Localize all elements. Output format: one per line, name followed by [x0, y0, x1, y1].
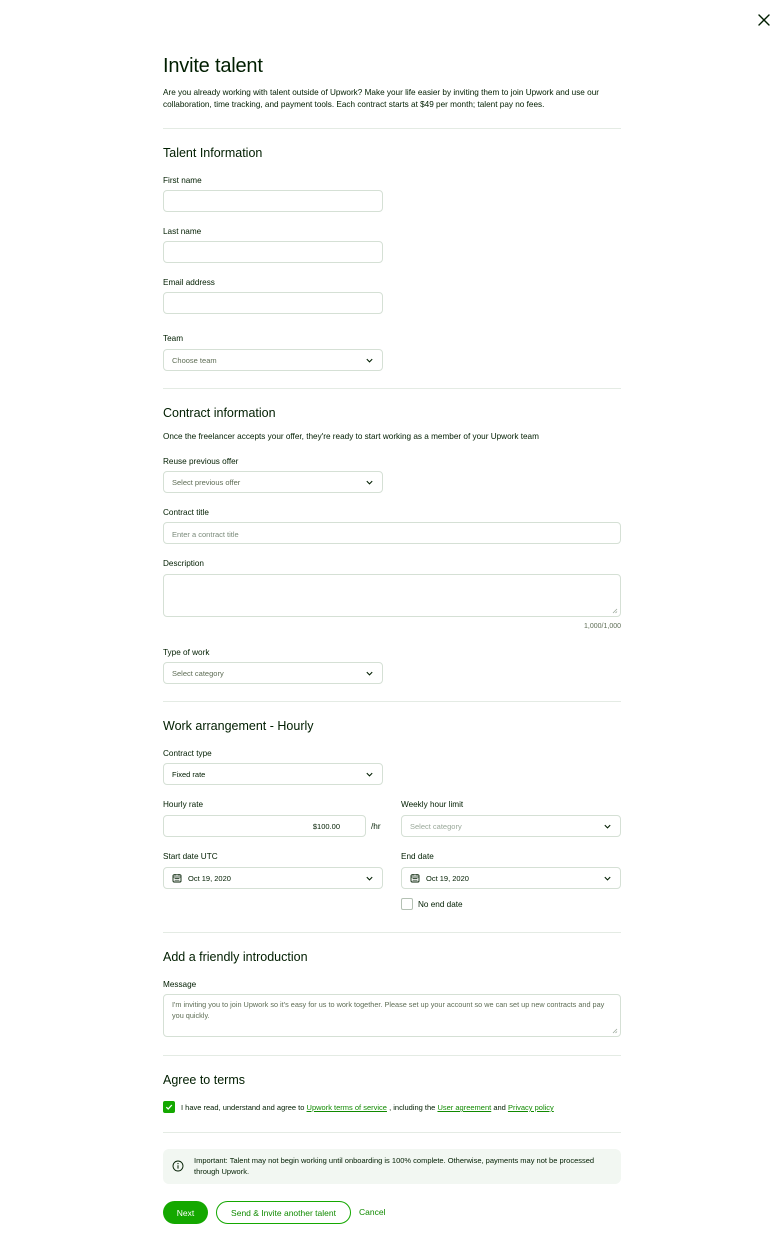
email-label: Email address	[163, 278, 215, 287]
next-button[interactable]: Next	[163, 1201, 208, 1224]
description-label: Description	[163, 559, 204, 568]
message-value: I'm inviting you to join Upwork so it's easy for us to work together. Please set up your account so we can set up new contracts and pay you quickly.	[172, 1000, 605, 1020]
chevron-down-icon	[365, 770, 374, 779]
last-name-label: Last name	[163, 227, 202, 236]
introduction-section-title: Add a friendly introduction	[163, 950, 308, 964]
divider	[163, 1055, 621, 1056]
contract-type-value: Fixed rate	[172, 769, 206, 779]
first-name-label: First name	[163, 176, 202, 185]
notice-text: Important: Talent may not begin working until onboarding is 100% complete. Otherwise, payments may not be processed through Upwork.	[194, 1156, 595, 1176]
terms-prefix: I have read, understand and agree to	[181, 1103, 305, 1112]
agree-terms-checkbox[interactable]	[163, 1101, 175, 1113]
terms-middle: , including the	[389, 1103, 436, 1112]
terms-text	[181, 1103, 554, 1112]
privacy-policy-link[interactable]: Privacy policy	[507, 1103, 554, 1112]
important-notice	[163, 1149, 621, 1184]
first-name-input[interactable]	[163, 190, 383, 212]
chevron-down-icon	[603, 822, 612, 831]
divider	[163, 128, 621, 129]
hourly-rate-suffix: /hr	[371, 822, 381, 831]
arrangement-section-title: Work arrangement - Hourly	[163, 719, 314, 733]
close-button[interactable]	[756, 12, 772, 28]
chevron-down-icon	[365, 874, 374, 883]
checkmark-icon	[165, 1103, 173, 1111]
no-end-date-label: No end date	[418, 900, 463, 909]
start-date-picker[interactable]	[163, 867, 383, 889]
hourly-rate-value: $100.00	[312, 822, 340, 831]
description-textarea[interactable]	[163, 574, 621, 617]
contract-title-placeholder: Enter a contract title	[172, 530, 239, 539]
start-date-label: Start date UTC	[163, 852, 218, 861]
send-invite-another-button[interactable]: Send & Invite another talent	[216, 1201, 351, 1224]
message-textarea[interactable]	[163, 994, 621, 1037]
end-date-value: Oct 19, 2020	[426, 873, 469, 883]
chevron-down-icon	[365, 356, 374, 365]
page-title: Invite talent	[163, 55, 263, 77]
info-icon	[172, 1160, 184, 1172]
team-label: Team	[163, 334, 184, 343]
contract-title-label: Contract title	[163, 508, 209, 517]
tos-link[interactable]: Upwork terms of service	[306, 1103, 387, 1112]
last-name-input[interactable]	[163, 241, 383, 263]
calendar-icon	[172, 873, 182, 883]
divider	[163, 932, 621, 933]
description-counter: 1,000/1,000	[584, 623, 621, 630]
end-date-label: End date	[401, 852, 434, 861]
resize-grip-icon[interactable]	[612, 1028, 618, 1034]
team-select[interactable]	[163, 349, 383, 371]
contract-title-input[interactable]	[163, 522, 621, 544]
page-intro: Are you already working with talent outside of Upwork? Make your life easier by inviting them to join Upwork and use our collaboration, time tracking, and payment tools. Each contract starts at $49 per month; talent pay no fees.	[163, 88, 599, 109]
contract-section-title: Contract information	[163, 406, 276, 420]
team-select-value: Choose team	[172, 355, 217, 365]
contract-type-label: Contract type	[163, 749, 212, 758]
message-label: Message	[163, 980, 197, 989]
cancel-button[interactable]: Cancel	[359, 1207, 386, 1217]
terms-section-title: Agree to terms	[163, 1073, 245, 1087]
chevron-down-icon	[603, 874, 612, 883]
resize-grip-icon[interactable]	[612, 608, 618, 614]
calendar-icon	[410, 873, 420, 883]
weekly-limit-value: Select category	[410, 821, 462, 831]
type-of-work-select[interactable]	[163, 662, 383, 684]
chevron-down-icon	[365, 669, 374, 678]
divider	[163, 701, 621, 702]
contract-type-select[interactable]	[163, 763, 383, 785]
start-date-value: Oct 19, 2020	[188, 873, 231, 883]
reuse-offer-select[interactable]	[163, 471, 383, 493]
type-of-work-value: Select category	[172, 668, 224, 678]
end-date-picker[interactable]	[401, 867, 621, 889]
divider	[163, 1132, 621, 1133]
hourly-rate-label: Hourly rate	[163, 800, 204, 809]
no-end-date-checkbox[interactable]	[401, 898, 413, 910]
user-agreement-link[interactable]: User agreement	[437, 1103, 492, 1112]
email-input[interactable]	[163, 292, 383, 314]
chevron-down-icon	[365, 478, 374, 487]
reuse-offer-label: Reuse previous offer	[163, 457, 239, 466]
talent-section-title: Talent Information	[163, 146, 263, 160]
divider	[163, 388, 621, 389]
type-of-work-label: Type of work	[163, 648, 210, 657]
terms-and: and	[493, 1103, 506, 1112]
reuse-offer-value: Select previous offer	[172, 477, 241, 487]
contract-subtitle: Once the freelancer accepts your offer, they're ready to start working as a member of your Upwork team	[163, 432, 539, 441]
hourly-rate-input[interactable]	[163, 815, 366, 837]
weekly-limit-label: Weekly hour limit	[401, 800, 464, 809]
weekly-limit-select[interactable]	[401, 815, 621, 837]
close-icon	[756, 12, 772, 28]
